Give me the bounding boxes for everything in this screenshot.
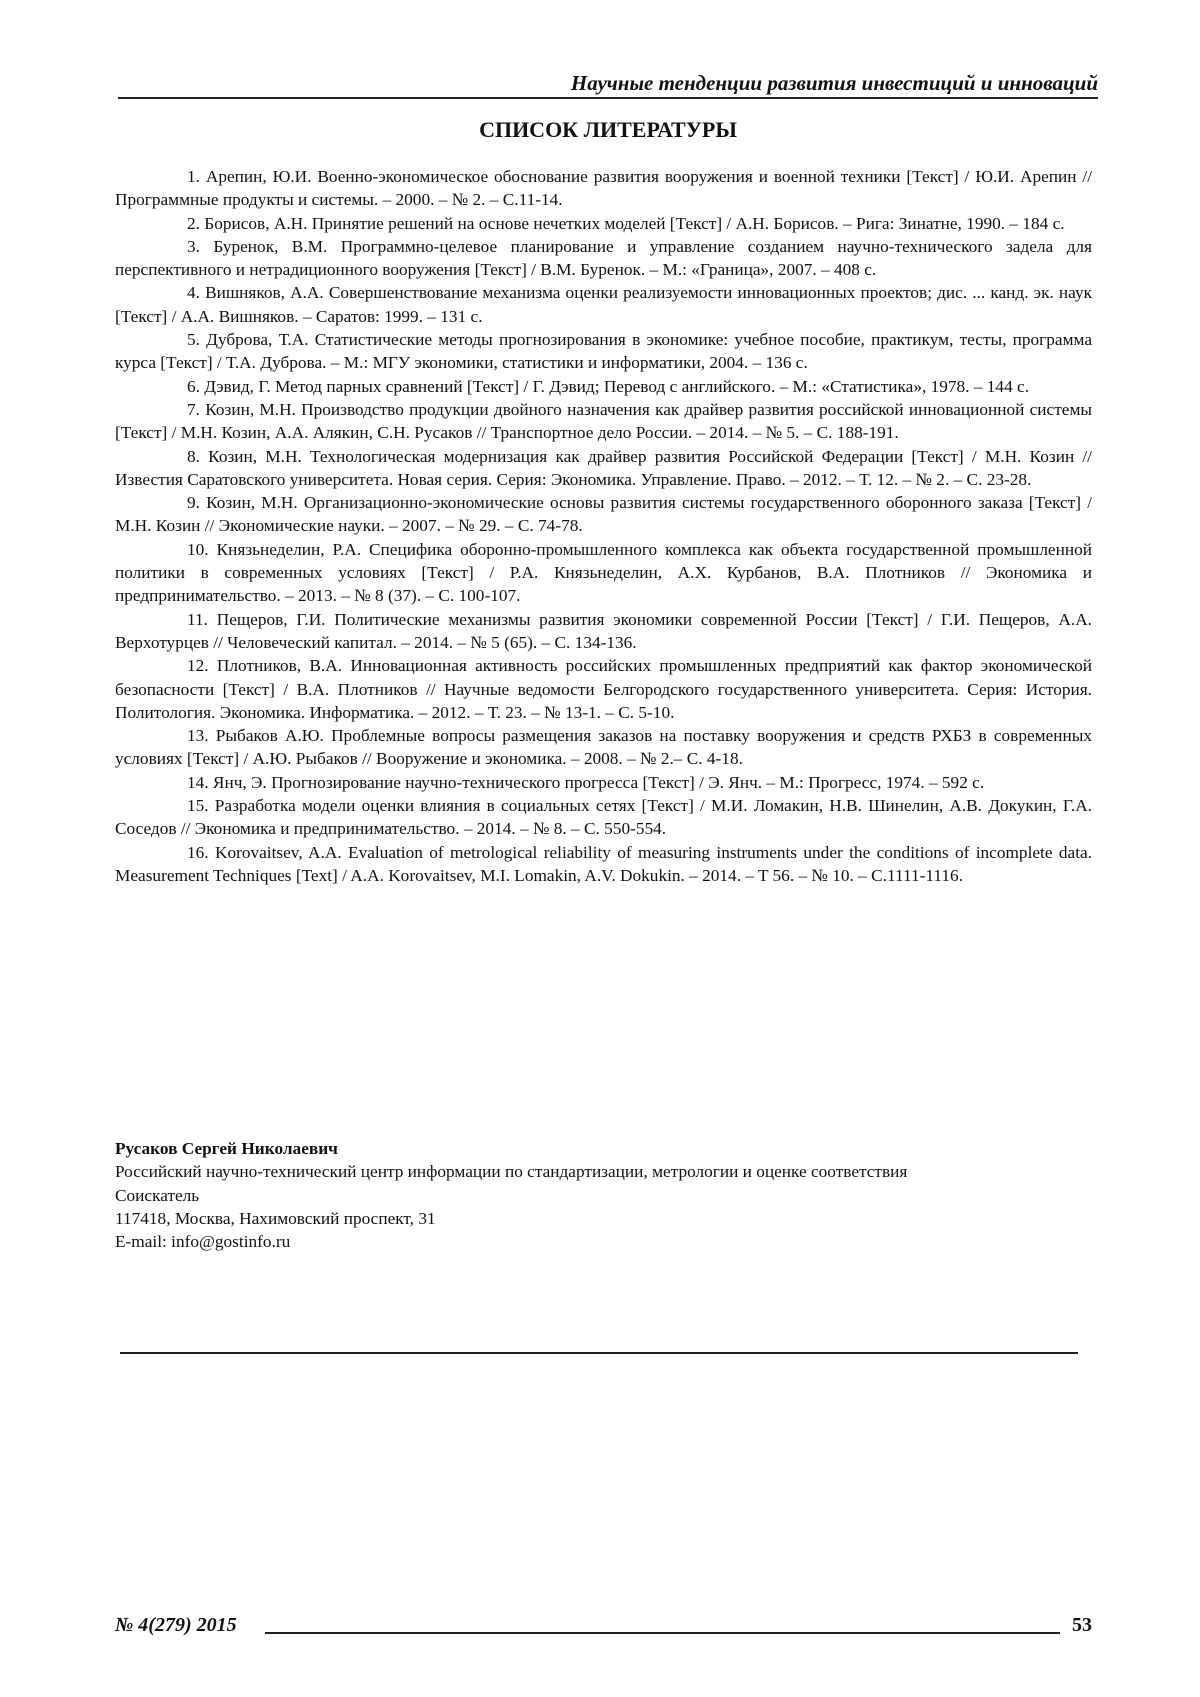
page-number: 53 [1072,1614,1092,1636]
author-position: Соискатель [115,1185,200,1205]
author-email: E-mail: info@gostinfo.ru [115,1232,291,1252]
reference-item: 8. Козин, М.Н. Технологическая модернизация как драйвер развития Российской Федерации [Текст] / М.Н. Козин // Известия Саратовского университета. Новая серия. Серия: Экономика. Управление. Право. – 2012. – Т. 12. – № 2. – С. 23-28. [115,446,1092,489]
reference-item: 11. Пещеров, Г.И. Политические механизмы развития экономики современной России [Текст] / Г.И. Пещеров, А.А. Верхотурцев // Человеческий капитал. – 2014. – № 5 (65). – С. 134-136. [115,609,1092,652]
bibliography-title: СПИСОК ЛИТЕРАТУРЫ [479,117,737,142]
reference-list [115,165,1092,887]
running-header: Научные тенденции развития инвестиций и инноваций [570,71,1098,95]
reference-item: 13. Рыбаков А.Ю. Проблемные вопросы размещения заказов на поставку вооружения и средств РХБЗ в современных условиях [Текст] / А.Ю. Рыбаков // Вооружение и экономика. – 2008. – № 2.– С. 4-18. [115,726,1092,769]
reference-item: 15. Разработка модели оценки влияния в социальных сетях [Текст] / М.И. Ломакин, Н.В. Шинелин, А.В. Докукин, Г.А. Соседов // Экономика и предпринимательство. – 2014. – № 8. – С. 550-554. [115,796,1092,839]
reference-item: 10. Князьнеделин, Р.А. Специфика оборонно-промышленного комплекса как объекта государственной промышленной политики в современных условиях [Текст] / Р.А. Князьнеделин, А.Х. Курбанов, В.А. Плотников // Экономика и предпринимательство. – 2013. – № 8 (37). – С. 100-107. [115,539,1092,606]
reference-item: 3. Буренок, В.М. Программно-целевое планирование и управление созданием научно-технического задела для перспективного и нетрадиционного вооружения [Текст] / В.М. Буренок. – М.: «Граница», 2007. – 408 с. [115,236,1092,280]
reference-item: 4. Вишняков, А.А. Совершенствование механизма оценки реализуемости инновационных проектов; дис. ... канд. эк. наук [Текст] / А.А. Вишняков. – Саратов: 1999. – 131 с. [115,283,1092,326]
section-divider [120,1352,1078,1354]
reference-item: 12. Плотников, В.А. Инновационная активность российских промышленных предприятий как фактор экономической безопасности [Текст] / В.А. Плотников // Научные ведомости Белгородского государственного университета. Серия: История. Политология. Экономика. Информатика. – 2012. – Т. 23. – № 13-1. – С. 5-10. [115,656,1092,722]
page-footer [115,1612,1092,1640]
reference-item: 9. Козин, М.Н. Организационно-экономические основы развития системы государственного оборонного заказа [Текст] / М.Н. Козин // Экономические науки. – 2007. – № 29. – С. 74-78. [115,493,1092,536]
reference-item: 7. Козин, М.Н. Производство продукции двойного назначения как драйвер развития российской инновационной системы [Текст] / М.Н. Козин, А.А. Алякин, С.Н. Русаков // Транспортное дело России. – 2014. – № 5. – С. 188-191. [115,399,1092,443]
author-block [115,1137,1092,1253]
reference-item: 16. Korovaitsev, A.A. Evaluation of metrological reliability of measuring instruments under the conditions of incomplete data. Measurement Techniques [Text] / A.A. Korovaitsev, M.I. Lomakin, A.V. Dokukin. – 2014. – T 56. – № 10. – С.1111-1116. [115,842,1092,885]
author-affiliation: Российский научно-технический центр информации по стандартизации, метрологии и оценке соответствия [115,1162,908,1182]
reference-item: 14. Янч, Э. Прогнозирование научно-технического прогресса [Текст] / Э. Янч. – М.: Прогресс, 1974. – 592 с. [187,772,985,792]
reference-item: 2. Борисов, А.Н. Принятие решений на основе нечетких моделей [Текст] / А.Н. Борисов. – Рига: Зинатне, 1990. – 184 с. [187,213,1065,233]
reference-item: 1. Арепин, Ю.И. Военно-экономическое обоснование развития вооружения и военной техники [Текст] / Ю.И. Арепин // Программные продукты и системы. – 2000. – № 2. – С.11-14. [115,167,1092,210]
author-name: Русаков Сергей Николаевич [115,1139,338,1158]
issue-number: № 4(279) 2015 [115,1614,237,1636]
reference-item: 6. Дэвид, Г. Метод парных сравнений [Текст] / Г. Дэвид; Перевод с английского. – М.: «Статистика», 1978. – 144 с. [187,376,1030,396]
footer-rule [265,1632,1060,1634]
reference-item: 5. Дуброва, Т.А. Статистические методы прогнозирования в экономике: учебное пособие, практикум, тесты, программа курса [Текст] / Т.А. Дуброва. – М.: МГУ экономики, статистики и информатики, 2004. – 136 с. [115,330,1092,373]
author-address: 117418, Москва, Нахимовский проспект, 31 [115,1208,436,1228]
header-rule [118,97,1098,99]
